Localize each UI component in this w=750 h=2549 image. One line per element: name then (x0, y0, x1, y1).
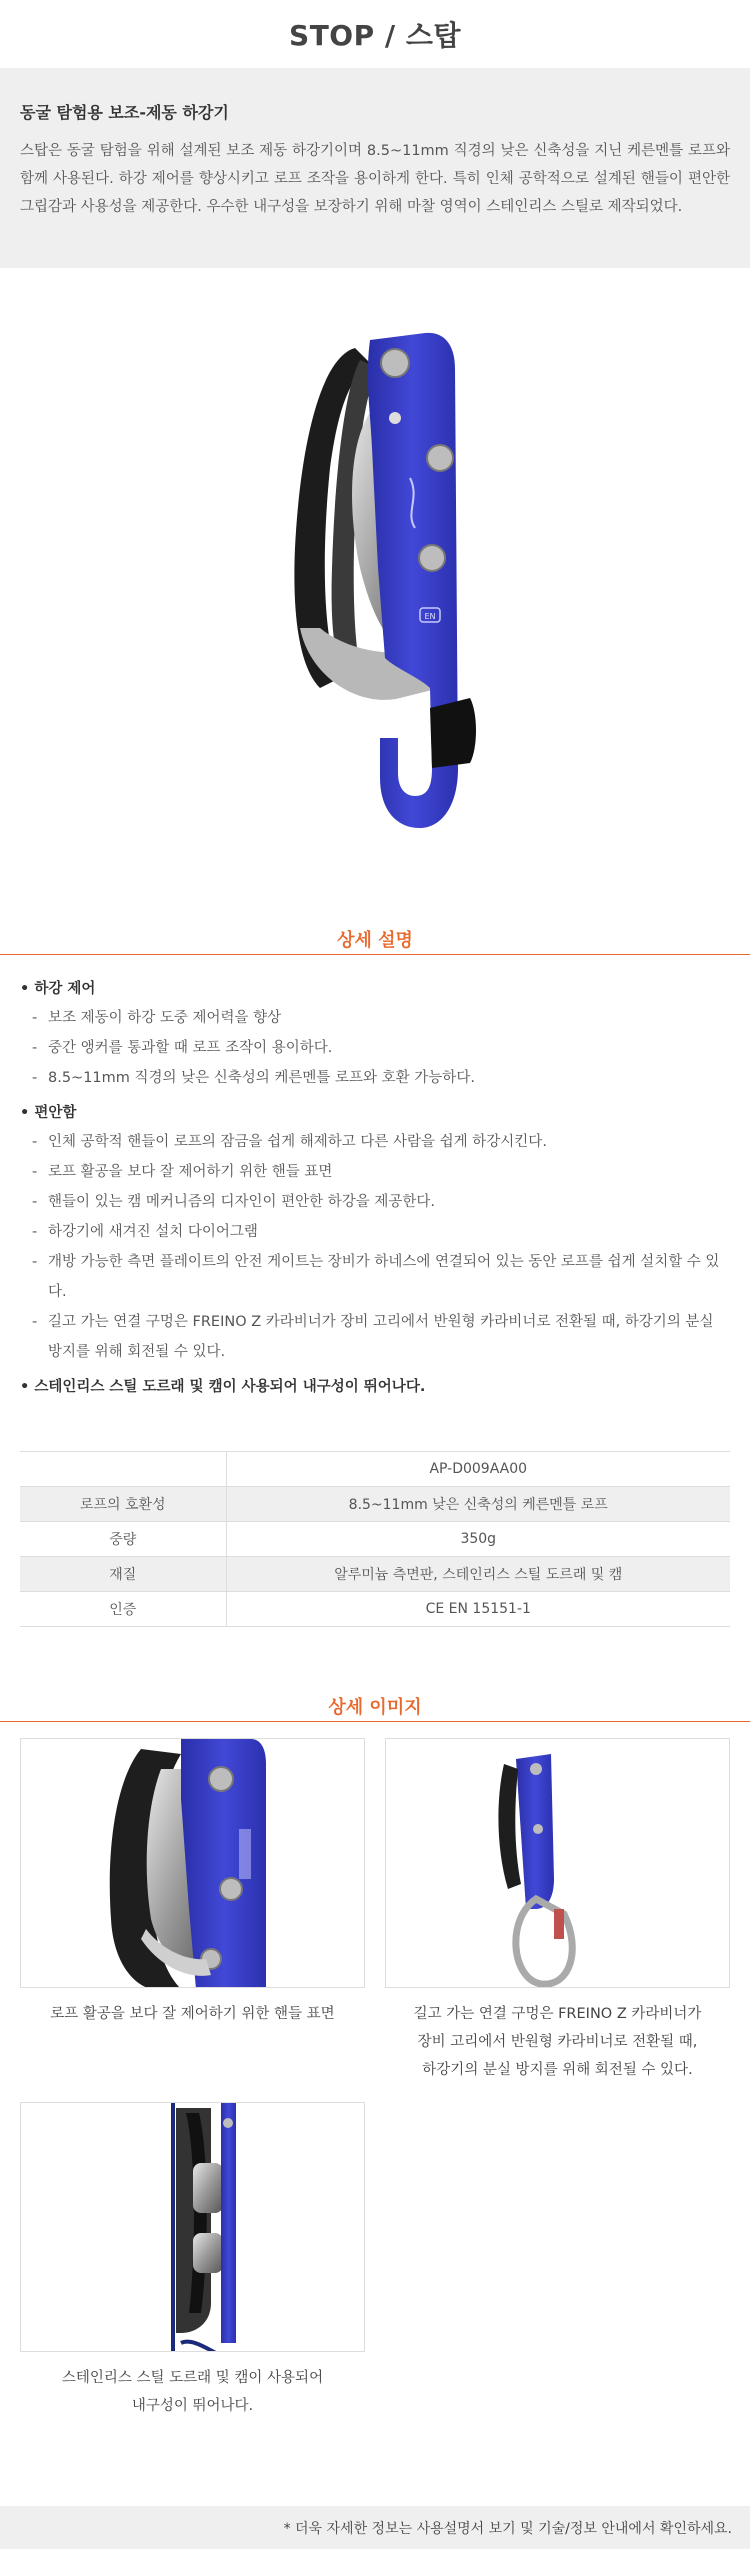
detail-image-connection-hole (385, 1738, 730, 1988)
spec-row (20, 1522, 730, 1557)
spec-table (20, 1451, 730, 1627)
spec-value: CE EN 15151-1 (226, 1592, 730, 1627)
detail-image-gallery (0, 1722, 750, 2549)
feature-list (0, 955, 750, 1425)
spec-label: 로프의 호환성 (20, 1487, 226, 1522)
page-title: STOP / 스탑 (289, 19, 461, 52)
rivet-lower (419, 545, 445, 571)
svg-text:EN: EN (424, 612, 436, 621)
feature-item: - 로프 활공을 보다 잘 제어하기 위한 핸들 표면 (32, 1164, 333, 1180)
detail-image-caption: 로프 활공을 보다 잘 제어하기 위한 핸들 표면 (50, 2006, 335, 2022)
spec-row (20, 1487, 730, 1522)
spec-label: 중량 (20, 1522, 226, 1557)
feature-group-heading: • 하강 제어 (20, 981, 96, 997)
feature-group-comfort (20, 1099, 730, 1367)
feature-item: - 하강기에 새겨진 설치 다이어그램 (32, 1224, 258, 1240)
spec-row (20, 1592, 730, 1627)
spec-row (20, 1557, 730, 1592)
feature-item: - 보조 제동이 하강 도중 제어력을 향상 (32, 1010, 282, 1026)
footer-note: * 더욱 자세한 정보는 사용설명서 보기 및 기술/정보 안내에서 확인하세요. (0, 2506, 750, 2549)
hero-product-image (0, 268, 750, 918)
detail-image-pulley (20, 2102, 365, 2352)
spec-value: AP-D009AA00 (226, 1452, 730, 1487)
spec-value: 알루미늄 측면판, 스테인리스 스틸 도르래 및 캠 (226, 1557, 730, 1592)
spec-label: 재질 (20, 1557, 226, 1592)
feature-item: - 8.5~11mm 직경의 낮은 신축성의 케른멘틀 로프와 호환 가능하다. (32, 1070, 475, 1086)
feature-item: - 인체 공학적 핸들이 로프의 잠금을 쉽게 해제하고 다른 사람을 쉽게 하강시킨다. (32, 1134, 547, 1150)
spec-value: 350g (226, 1522, 730, 1557)
feature-item: - 중간 앵커를 통과할 때 로프 조작이 용이하다. (32, 1040, 333, 1056)
detail-image-caption: 길고 가는 연결 구멍은 FREINO Z 카라비너가 장비 고리에서 반원형 카라비너로 전환될 때, 하강기의 분실 방지를 위해 회전될 수 있다. (413, 2006, 702, 2078)
spec-label: 인증 (20, 1592, 226, 1627)
intro-panel (0, 68, 750, 268)
rivet-top (381, 349, 409, 377)
image-section-title: 상세 이미지 (328, 1697, 422, 1718)
intro-body: 스탑은 동굴 탐험을 위해 설계된 보조 제동 하강기이며 8.5~11mm 직경의 낮은 신축성을 지닌 케른멘틀 로프와 함께 사용된다. 하강 제어를 향상시키고 로프 조작을 용이하게 한다. 특히 인체 공학적으로 설계된 핸들이 편안한 그립감과 사용성을 제공한다. 우수한 내구성을 보장하기 위해 마찰 영역이 스테인리스 스틸로 제작되었다. (20, 143, 730, 215)
feature-group-heading: • 스테인리스 스틸 도르래 및 캠이 사용되어 내구성이 뛰어나다. (20, 1379, 426, 1395)
detail-image-handle (20, 1738, 365, 1988)
rivet-mid (427, 445, 453, 471)
intro-heading: 동굴 탐험용 보조-제동 하강기 (20, 103, 229, 122)
feature-item: - 개방 가능한 측면 플레이트의 안전 게이트는 장비가 하네스에 연결되어 있는 동안 로프를 쉽게 설치할 수 있다. (32, 1254, 720, 1300)
descender-illustration (0, 268, 750, 918)
detail-section-title: 상세 설명 (337, 930, 413, 951)
feature-group-durability (20, 1373, 730, 1401)
spec-value: 8.5~11mm 낮은 신축성의 케른멘틀 로프 (226, 1487, 730, 1522)
feature-group-descent-control (20, 975, 730, 1093)
spec-label (20, 1452, 226, 1487)
spec-row-model (20, 1452, 730, 1487)
title-area (0, 0, 750, 68)
feature-item: - 길고 가는 연결 구멍은 FREINO Z 카라비너가 장비 고리에서 반원형 카라비너로 전환될 때, 하강기의 분실 방지를 위해 회전될 수 있다. (32, 1314, 714, 1360)
detail-image-caption: 스테인리스 스틸 도르래 및 캠이 사용되어 내구성이 뛰어나다. (61, 2370, 324, 2414)
feature-group-heading: • 편안함 (20, 1105, 77, 1121)
feature-item: - 핸들이 있는 캠 메커니즘의 디자인이 편안한 하강을 제공한다. (32, 1194, 436, 1210)
